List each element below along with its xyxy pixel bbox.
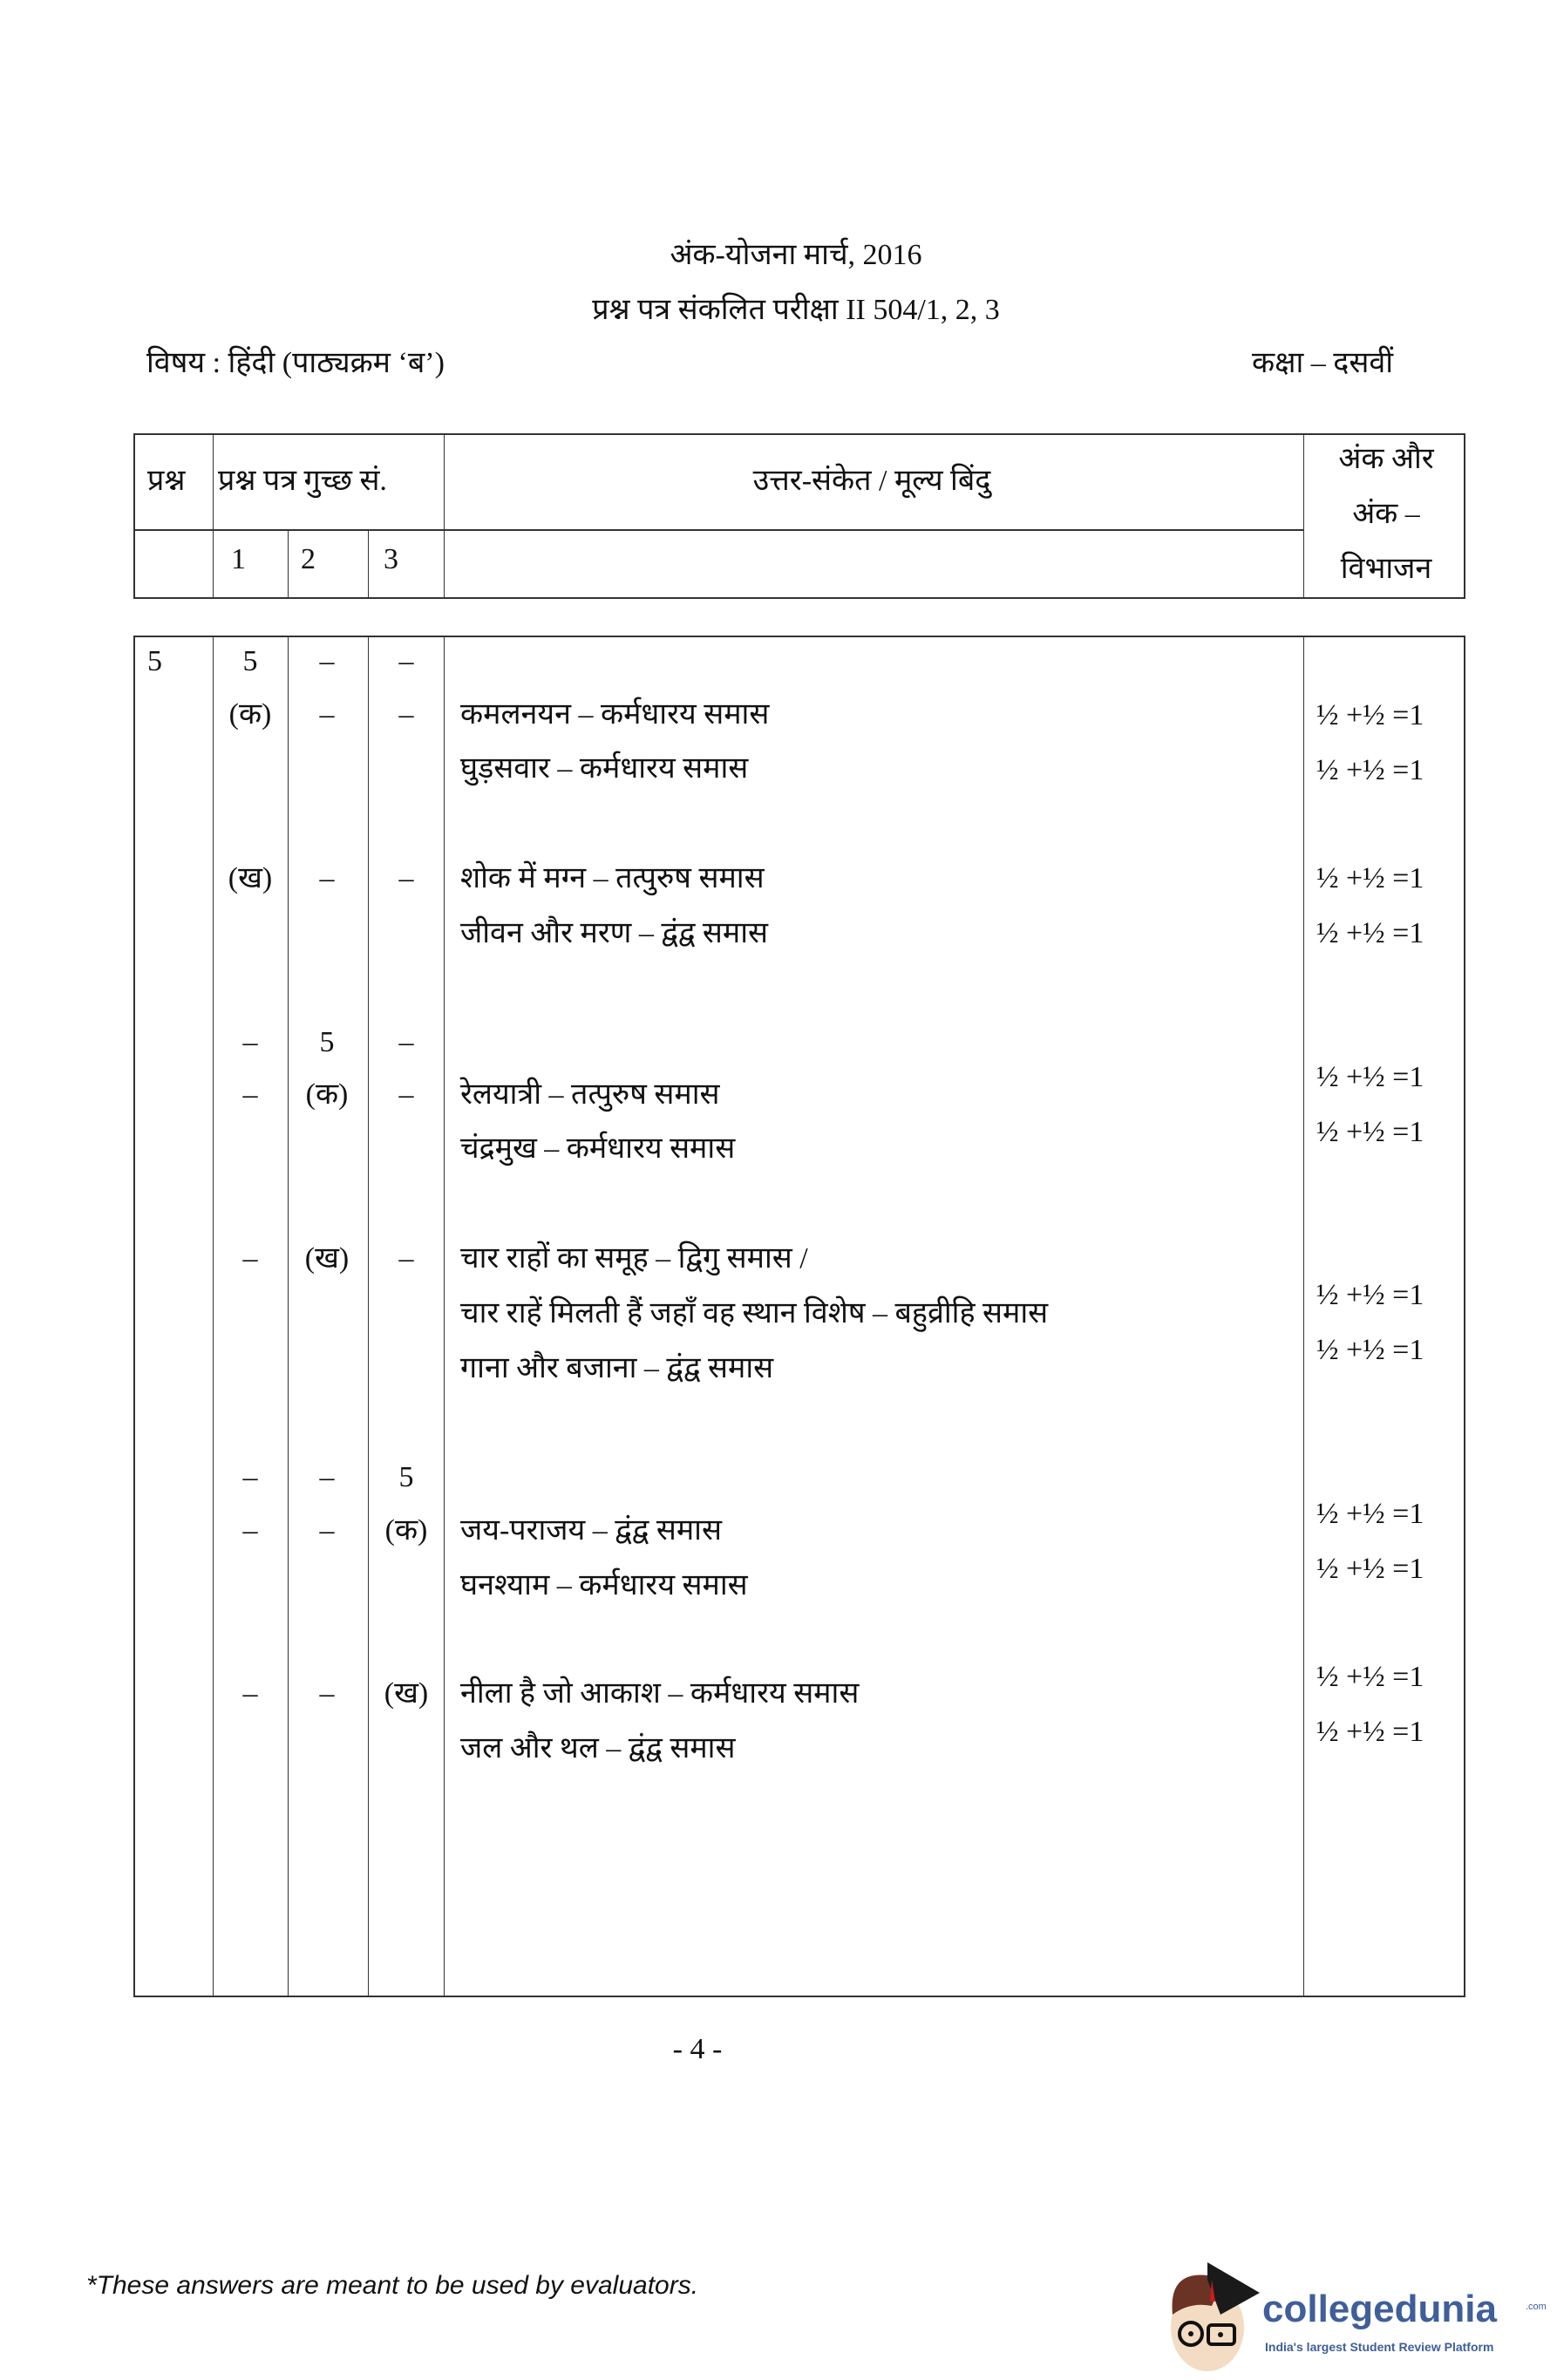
divider bbox=[1303, 636, 1304, 1997]
answer-text: नीला है जो आकाश – कर्मधारय समास bbox=[460, 1677, 860, 1710]
marks-split: ½ +½ =1 bbox=[1316, 1661, 1424, 1693]
set-3-cell: – bbox=[398, 862, 414, 894]
answer-text: घुड़सवार – कर्मधारय समास bbox=[460, 752, 749, 785]
set-1-cell: 5 bbox=[242, 645, 258, 677]
set-3-cell: (क) bbox=[384, 1514, 428, 1547]
set-3-cell: – bbox=[398, 698, 414, 731]
document-title: अंक-योजना मार्च, 2016 bbox=[670, 239, 922, 271]
set-3-cell: – bbox=[398, 1026, 414, 1058]
divider bbox=[1303, 433, 1304, 599]
divider bbox=[444, 636, 445, 1997]
header-answer: उत्तर-संकेत / मूल्य बिंदु bbox=[752, 465, 991, 497]
header-set-no: प्रश्न पत्र गुच्छ सं. bbox=[218, 465, 387, 497]
marks-split: ½ +½ =1 bbox=[1316, 699, 1424, 731]
class-label: कक्षा – दसवीं bbox=[1252, 347, 1394, 379]
set-2-cell: – bbox=[319, 1514, 335, 1547]
header-table-border bbox=[133, 433, 1465, 599]
set-3-cell: (ख) bbox=[384, 1677, 429, 1710]
marks-split: ½ +½ =1 bbox=[1316, 862, 1424, 894]
marks-split: ½ +½ =1 bbox=[1316, 754, 1424, 786]
set-1-cell: – bbox=[242, 1242, 258, 1275]
set-2-cell: – bbox=[319, 698, 335, 731]
answer-text: शोक में मग्न – तत्पुरुष समास bbox=[460, 862, 765, 894]
set-3-cell: – bbox=[398, 1242, 414, 1275]
header-marks-line2: अंक – bbox=[1352, 498, 1420, 530]
answer-text: घनश्याम – कर्मधारय समास bbox=[460, 1569, 748, 1601]
document-subtitle: प्रश्न पत्र संकलित परीक्षा II 504/1, 2, 3 bbox=[592, 294, 1000, 326]
set-3-cell: – bbox=[398, 1078, 414, 1111]
answer-text: जय-पराजय – द्वंद्व समास bbox=[460, 1514, 722, 1547]
marks-split: ½ +½ =1 bbox=[1316, 1498, 1424, 1530]
answer-text: गाना और बजाना – द्वंद्व समास bbox=[460, 1352, 774, 1384]
marks-split: ½ +½ =1 bbox=[1316, 1061, 1424, 1093]
answer-text: चार राहों का समूह – द्विगु समास / bbox=[460, 1242, 808, 1275]
set-1-cell: (ख) bbox=[228, 862, 273, 894]
set-2-cell: – bbox=[319, 1461, 335, 1493]
set-col-2: 2 bbox=[301, 543, 316, 575]
divider bbox=[368, 636, 369, 1997]
set-1-cell: – bbox=[242, 1514, 258, 1547]
page-number: - 4 - bbox=[672, 2033, 723, 2065]
question-number: 5 bbox=[147, 645, 162, 677]
answer-text: कमलनयन – कर्मधारय समास bbox=[460, 698, 770, 731]
answer-text: जीवन और मरण – द्वंद्व समास bbox=[460, 917, 769, 949]
logo-tagline: India's largest Student Review Platform bbox=[1265, 2340, 1494, 2354]
marks-split: ½ +½ =1 bbox=[1316, 1716, 1424, 1748]
divider bbox=[213, 636, 214, 1997]
set-1-cell: (क) bbox=[228, 698, 272, 731]
set-col-1: 1 bbox=[231, 543, 246, 575]
set-1-cell: – bbox=[242, 1026, 258, 1058]
set-2-cell: – bbox=[319, 1677, 335, 1710]
divider bbox=[368, 529, 369, 599]
set-1-cell: – bbox=[242, 1078, 258, 1111]
logo-wordmark: collegedunia bbox=[1262, 2288, 1497, 2330]
header-question: प्रश्न bbox=[147, 465, 186, 497]
set-2-cell: 5 bbox=[319, 1026, 335, 1058]
logo-suffix: .com bbox=[1526, 2302, 1547, 2312]
divider bbox=[288, 636, 289, 1997]
set-col-3: 3 bbox=[384, 543, 398, 575]
divider bbox=[213, 433, 214, 599]
subject-label: विषय : हिंदी (पाठ्यक्रम ‘ब’) bbox=[146, 347, 445, 379]
marks-split: ½ +½ =1 bbox=[1316, 1334, 1424, 1366]
collegedunia-mascot-icon bbox=[1159, 2254, 1264, 2376]
set-2-cell: (ख) bbox=[304, 1242, 350, 1275]
answer-text: चंद्रमुख – कर्मधारय समास bbox=[460, 1132, 736, 1165]
marks-split: ½ +½ =1 bbox=[1316, 1553, 1424, 1585]
set-2-cell: – bbox=[319, 862, 335, 894]
header-marks-line1: अंक और bbox=[1338, 443, 1434, 475]
answer-text: रेलयात्री – तत्पुरुष समास bbox=[460, 1078, 720, 1111]
set-1-cell: – bbox=[242, 1461, 258, 1493]
marks-split: ½ +½ =1 bbox=[1316, 1116, 1424, 1148]
evaluator-note: *These answers are meant to be used by evaluators. bbox=[86, 2271, 699, 2300]
set-3-cell: 5 bbox=[398, 1461, 414, 1493]
divider bbox=[133, 529, 1303, 531]
header-marks-line3: विभाजन bbox=[1340, 553, 1432, 585]
marks-split: ½ +½ =1 bbox=[1316, 917, 1424, 949]
answer-text: चार राहें मिलती हैं जहाँ वह स्थान विशेष – बहुव्रीहि समास bbox=[460, 1297, 1049, 1329]
set-1-cell: – bbox=[242, 1677, 258, 1710]
set-3-cell: – bbox=[398, 645, 414, 677]
divider bbox=[444, 433, 445, 599]
set-2-cell: – bbox=[319, 645, 335, 677]
marks-split: ½ +½ =1 bbox=[1316, 1279, 1424, 1311]
set-2-cell: (क) bbox=[305, 1078, 349, 1111]
divider bbox=[288, 529, 289, 599]
answer-text: जल और थल – द्वंद्व समास bbox=[460, 1732, 736, 1765]
